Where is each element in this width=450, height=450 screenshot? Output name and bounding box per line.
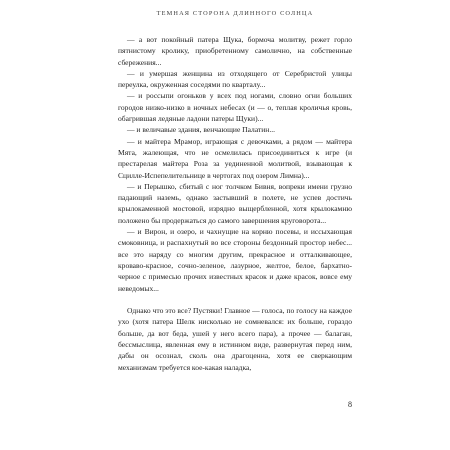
paragraph: — и россыпи огоньков у всех под ногами, словно огни больших городов низко-низко в ночных небесах (и — о, теплая кроличья кровь, обагрившая ледяные ладони патеры Щуки)... [118,91,352,124]
body-text [118,34,352,373]
page-number: 8 [348,400,352,409]
running-head: ТЕМНАЯ СТОРОНА ДЛИННОГО СОЛНЦА [156,10,314,17]
paragraph: — а вот покойный патера Щука, бормоча молитву, режет горло пятнистому кролику, приобретенному самолично, на собственные сбережения... [118,35,352,67]
paragraph: — и Перышко, сбитый с ног толчком Бивня, вопреки имени грузно падающий наземь, однако застывший в полете, не успев достичь крылокаменной мостовой, изрядно выщербленной, хотя крылокамню положено бы продержаться до самого завершения круговорота... [118,181,352,225]
paragraph: — и величавые здания, венчающие Палатин... [127,125,276,135]
paragraph: — и Вирон, и озеро, и чахнущие на корню посевы, и иссыхающая смоковница, и распахнутый во все стороны бездонный простор небес... все это наряду со многим другим, прекрасное и отталкивающее, кроваво-красное, сочно-зеленое, лазурное, желтое, белое, бархатно-черное с примесью прочих известных красок и даже красок, вовсе ему неведомых... [118,227,352,293]
paragraph: — и умершая женщина из отходящего от Серебристой улицы переулка, окруженная соседями по кварталу... [118,68,352,90]
paragraph: Однако что это все? Пустяки! Главное — голоса, по голосу на каждое ухо (хотя патера Шелк нисколько не сомневался: их больше, гораздо больше, да вот беда, ушей у него всего пара), а прочее — балаган, бессмыслица, явленная ему в истинном виде, развернутая перед ним, дабы он осознал, сколь она драгоценна, хотя ее сверкающим механизмам требуется кое-какая наладка, [118,306,352,372]
paragraph: — и майтера Мрамор, играющая с девочками, а рядом — майтера Мята, жалеющая, что не осмелилась присоединиться к игре (и престарелая майтера Роза за уединенной молитвой, взывающая к Сциллe-Испепелительнице в чертогах под озером Лимна)... [118,136,352,180]
